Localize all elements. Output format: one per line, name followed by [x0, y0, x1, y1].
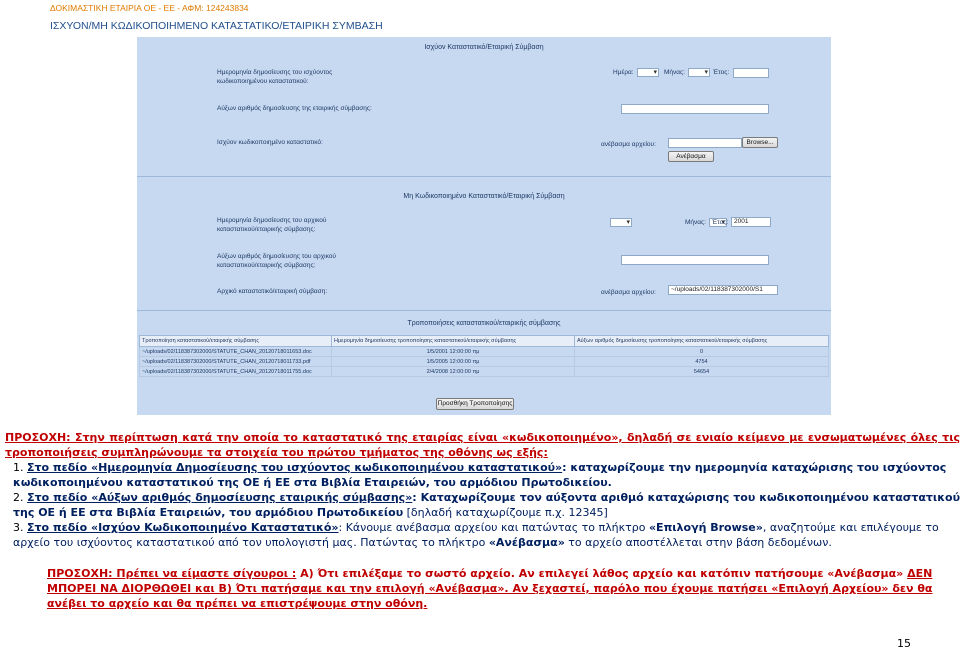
instruction-item-2: [5, 490, 960, 520]
initial-number-input[interactable]: [621, 255, 769, 265]
initial-upload-label: ανέβασμα αρχείου:: [601, 289, 656, 296]
table-row[interactable]: [140, 347, 829, 357]
browse-button[interactable]: Browse...: [742, 137, 778, 148]
item-3-lead: Στο πεδίο «Ισχύον Κωδικοποιημένο Καταστατικό»: [27, 521, 339, 534]
year-label: Έτος:: [713, 69, 730, 76]
item-2-example: [δηλαδή καταχωρίζουμε π.χ. 12345]: [403, 506, 608, 519]
warning-text: ΠΡΟΣΟΧΗ: Στην περίπτωση κατά την οποία το καταστατικό της εταιρίας είναι «κωδικοποιημένο», δηλαδή σε ενιαίο κείμενο με ενσωματωμένες όλες τις τροποποιήσεις συμπληρώνουμε τα στοιχεία του πρώτου τμήματος της οθόνης ως εξής:: [5, 431, 960, 459]
table-row[interactable]: [140, 357, 829, 367]
initial-statute-label: Αρχικό καταστατικό/εταιρική σύμβαση:: [217, 288, 328, 295]
amendment-number: 4754: [575, 357, 829, 367]
form-screenshot: [137, 37, 831, 415]
upload-button[interactable]: Ανέβασμα: [668, 151, 714, 162]
file-path-input[interactable]: [668, 138, 742, 148]
item-number: 1.: [13, 461, 24, 474]
page-title: ΙΣΧΥΟΝ/ΜΗ ΚΩΔΙΚΟΠΟΙΗΜΕΝΟ ΚΑΤΑΣΤΑΤΙΚΟ/ΕΤΑΙΡΙΚΗ ΣΥΜΒΑΣΗ: [50, 20, 383, 32]
amendments-table: [139, 335, 829, 377]
warning-paragraph: [5, 430, 960, 460]
table-row[interactable]: [140, 367, 829, 377]
section-noncoded-statute-title: Μη Κωδικοποιημένο Καταστατικό/Εταιρική Σύμβαση: [403, 193, 565, 200]
amendment-date: 1/5/2001 12:00:00 πμ: [332, 347, 575, 357]
current-number-input[interactable]: [621, 104, 769, 114]
upload-file-label: ανέβασμα αρχείου:: [601, 141, 656, 148]
item-3-text-c: , αναζητούμε και επιλέγουμε το αρχείο του ισχύοντος καταστατικού από τον υπολογιστή μας. Πατώντας το πλήκτρο: [13, 521, 939, 549]
day-label: Ημέρα:: [613, 69, 634, 76]
item-3-text-d: «Ανέβασμα»: [488, 536, 565, 549]
initial-number-label: Αύξων αριθμός δημοσίευσης του αρχικού καταστατικού/εταιρικής σύμβασης:: [217, 253, 336, 269]
column-header: Ημερομηνία δημοσίευσης τροποποίησης καταστατικού/εταιρικής σύμβασης: [332, 336, 575, 347]
initial-file-path[interactable]: ~/uploads/02/118387302000/S1: [668, 285, 778, 295]
section-current-statute-title: Ισχύον Καταστατικό/Εταιρική Σύμβαση: [424, 44, 544, 51]
warning-2-lead: ΠΡΟΣΟΧΗ: Πρέπει να είμαστε σίγουροι :: [47, 567, 297, 580]
initial-year-label: Έτος:: [712, 219, 729, 226]
warning-paragraph-2: [5, 566, 960, 611]
initial-day-select[interactable]: [610, 218, 632, 227]
item-3-text-b: «Επιλογή Browse»: [648, 521, 763, 534]
current-statute-label: Ισχύον κωδικοποιημένο καταστατικό:: [217, 139, 323, 146]
amendment-file-link[interactable]: ~/uploads/02/118387302000/STATUTE_CHAN_20120718011733.pdf: [140, 357, 332, 367]
column-header: Αύξων αριθμός δημοσίευσης τροποποίησης καταστατικού/εταιρικής σύμβασης: [575, 336, 829, 347]
page-number: 15: [897, 637, 911, 649]
initial-month-label: Μήνας:: [685, 219, 706, 226]
item-2-text: : Καταχωρίζουμε τον αύξοντα αριθμό καταχώρισης του κωδικοποιημένου καταστατικού της ΟΕ ή ΕΕ στα Βιβλία Εταιρειών, του αρμόδιου Πρωτοδικείου: [13, 491, 960, 519]
instruction-item-1: [5, 460, 960, 490]
warning-2-text-b: ΔΕΝ ΜΠΟΡΕΙ ΝΑ ΔΙΟΡΘΩΘΕΙ και Β) Ότι πατήσαμε και την επιλογή «Ανέβασμα». Αν ξεχαστεί, παρόλο που έχουμε πατήσει «Επιλογή Αρχείου» δεν θα ανέβει το αρχείο και θα πρέπει να επιστρέψουμε στην οθόνη.: [47, 567, 933, 610]
initial-year-input[interactable]: 2001: [731, 217, 771, 227]
item-2-lead: Στο πεδίο «Αύξων αριθμός δημοσίευσης εταιρικής σύμβασης»: [27, 491, 413, 504]
add-amendment-button[interactable]: Προσθήκη Τροποποίησης: [436, 398, 514, 410]
amendment-date: 2/4/2008 12:00:00 πμ: [332, 367, 575, 377]
amendment-number: 54654: [575, 367, 829, 377]
table-header-row: [140, 336, 829, 347]
item-number: 3.: [13, 521, 24, 534]
month-label: Μήνας:: [664, 69, 685, 76]
section-divider: [137, 310, 831, 311]
amendment-file-link[interactable]: ~/uploads/02/118387302000/STATUTE_CHAN_20120718011755.doc: [140, 367, 332, 377]
amendment-file-link[interactable]: ~/uploads/02/118387302000/STATUTE_CHAN_20120718011653.doc: [140, 347, 332, 357]
current-number-label: Αύξων αριθμός δημοσίευσης της εταιρικής σύμβασης:: [217, 105, 372, 112]
company-header: ΔΟΚΙΜΑΣΤΙΚΗ ΕΤΑΙΡΙΑ ΟΕ - ΕΕ - ΑΦΜ: 124243834: [50, 3, 249, 13]
month-select[interactable]: [688, 68, 710, 77]
section-divider: [137, 176, 831, 177]
current-date-label: Ημερομηνία δημοσίευσης του ισχύοντος κωδικοποιημένου καταστατικού:: [217, 69, 333, 85]
item-3-text-a: : Κάνουμε ανέβασμα αρχείου και πατώντας το πλήκτρο: [338, 521, 649, 534]
item-1-lead: Στο πεδίο «Ημερομηνία Δημοσίευσης του ισχύοντος κωδικοποιημένου καταστατικού»: [27, 461, 563, 474]
warning-2-text-a: Α) Ότι επιλέξαμε το σωστό αρχείο. Αν επιλεγεί λάθος αρχείο και κατόπιν πατήσουμε «Ανέβασμα»: [296, 567, 908, 580]
item-3-text-e: το αρχείο αποστέλλεται στην βάση δεδομένων.: [564, 536, 832, 549]
column-header: Τροποποίηση καταστατικού/εταιρικής σύμβασης: [140, 336, 332, 347]
year-input[interactable]: [733, 68, 769, 78]
item-number: 2.: [13, 491, 24, 504]
initial-date-label: Ημερομηνία δημοσίευσης του αρχικού καταστατικού/εταιρικής σύμβασης:: [217, 217, 327, 233]
day-select[interactable]: [637, 68, 659, 77]
instruction-item-3: [5, 520, 960, 550]
amendment-date: 1/5/2005 12:00:00 πμ: [332, 357, 575, 367]
amendment-number: 0: [575, 347, 829, 357]
section-amendments-title: Τροποποιήσεις καταστατικού/εταιρικής σύμβασης: [407, 320, 561, 327]
item-1-text: : καταχωρίζουμε την ημερομηνία καταχώρισης του ισχύοντος κωδικοποιημένου καταστατικού της ΟΕ ή ΕΕ στα Βιβλία Εταιρειών, του αρμόδιου Πρωτοδικείου.: [13, 461, 947, 489]
